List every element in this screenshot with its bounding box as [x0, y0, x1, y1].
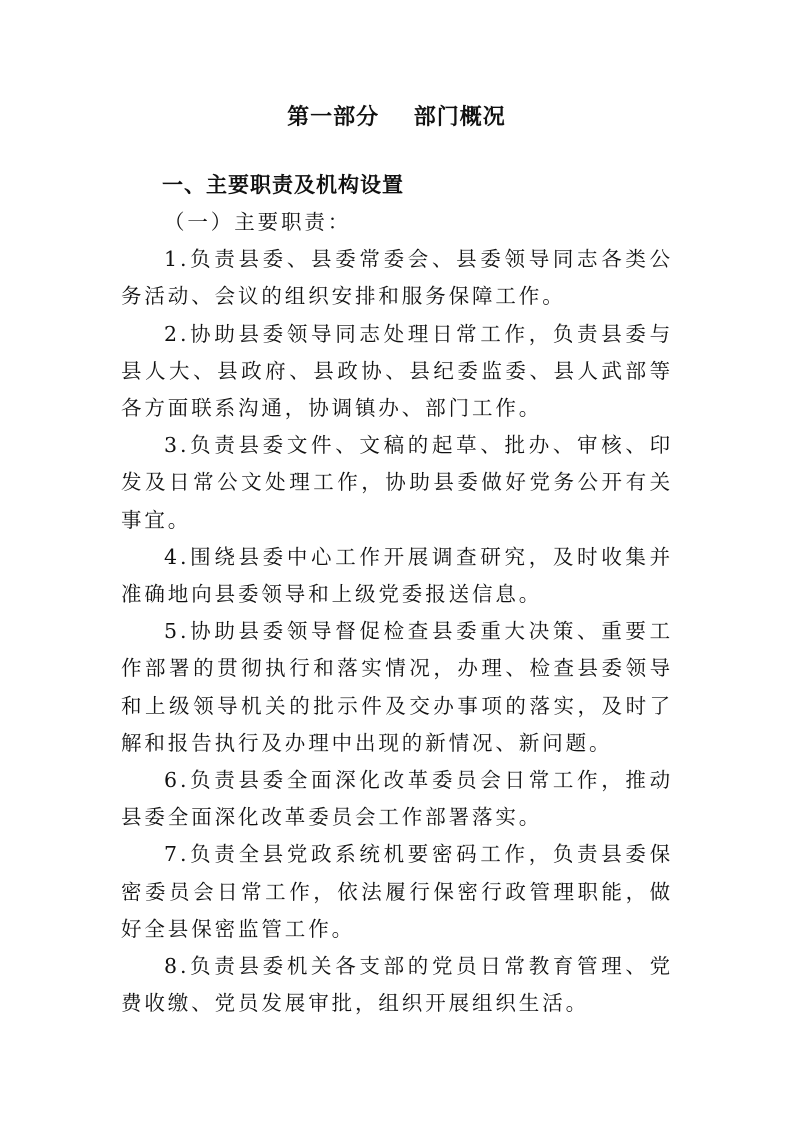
- duty-paragraph-5: 5.协助县委领导督促检查县委重大决策、重要工作部署的贯彻执行和落实情况，办理、检查县委领导和上级领导机关的批示件及交办事项的落实，及时了解和报告执行及办理中出现的新情况、新问题。: [121, 619, 673, 755]
- duty-paragraph-6: 6.负责县委全面深化改革委员会日常工作，推动县委全面深化改革委员会工作部署落实。: [121, 768, 673, 830]
- duty-paragraph-8: 8.负责县委机关各支部的党员日常教育管理、党费收缴、党员发展审批，组织开展组织生活。: [121, 954, 673, 1016]
- duty-paragraph-3: 3.负责县委文件、文稿的起草、批办、审核、印发及日常公文处理工作，协助县委做好党务公开有关事宜。: [121, 433, 673, 532]
- document-body: [121, 204, 673, 1022]
- duty-paragraph-2: 2.协助县委领导同志处理日常工作，负责县委与县人大、县政府、县政协、县纪委监委、县人武部等各方面联系沟通，协调镇办、部门工作。: [121, 321, 673, 421]
- subheading: （一）主要职责：: [164, 210, 352, 234]
- duty-paragraph-1: 1.负责县委、县委常委会、县委领导同志各类公务活动、会议的组织安排和服务保障工作。: [121, 247, 673, 309]
- page-title: 第一部分 部门概况: [287, 105, 506, 130]
- duty-paragraph-7: 7.负责全县党政系统机要密码工作，负责县委保密委员会日常工作，依法履行保密行政管理职能，做好全县保密监管工作。: [121, 842, 673, 941]
- section-heading: 一、主要职责及机构设置: [162, 173, 404, 197]
- duty-paragraph-4: 4.围绕县委中心工作开展调查研究，及时收集并准确地向县委领导和上级党委报送信息。: [121, 544, 673, 607]
